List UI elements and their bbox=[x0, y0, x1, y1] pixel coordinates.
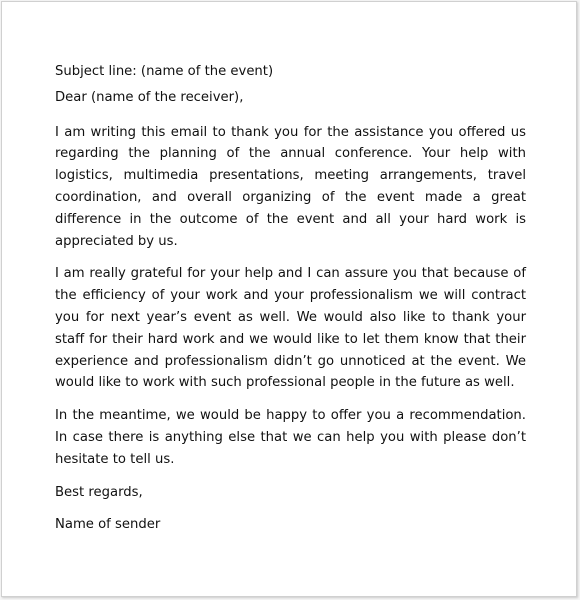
paragraph-gratitude: I am really grateful for your help and I can assure you that because of the efficiency of your work and your professionalism we will contract you for next year’s event as well. We would also like to thank your staff for their hard work and we would like to let them know that their experience and professionalism didn’t go unnoticed at the event. We would like to work with such professional people in the future as well. bbox=[55, 266, 526, 391]
paragraph-recommendation: In the meantime, we would be happy to offer you a recommendation. In case there is anything else that we can help you with please don’t hesitate to tell us. bbox=[55, 408, 526, 467]
paragraph-thank-you: I am writing this email to thank you for the assistance you offered us regarding the planning of the annual conference. Your help with logistics, multimedia presentations, meeting arrangements, travel coordination, and overall organizing of the event made a great difference in the outcome of the event and all your hard work is appreciated by us. bbox=[55, 124, 526, 249]
greeting: Dear (name of the receiver), bbox=[55, 89, 244, 105]
closing: Best regards, bbox=[55, 484, 143, 500]
letter-body bbox=[55, 61, 526, 536]
subject-line: Subject line: (name of the event) bbox=[55, 64, 274, 79]
signature: Name of sender bbox=[55, 517, 161, 533]
letter-page bbox=[1, 1, 577, 597]
